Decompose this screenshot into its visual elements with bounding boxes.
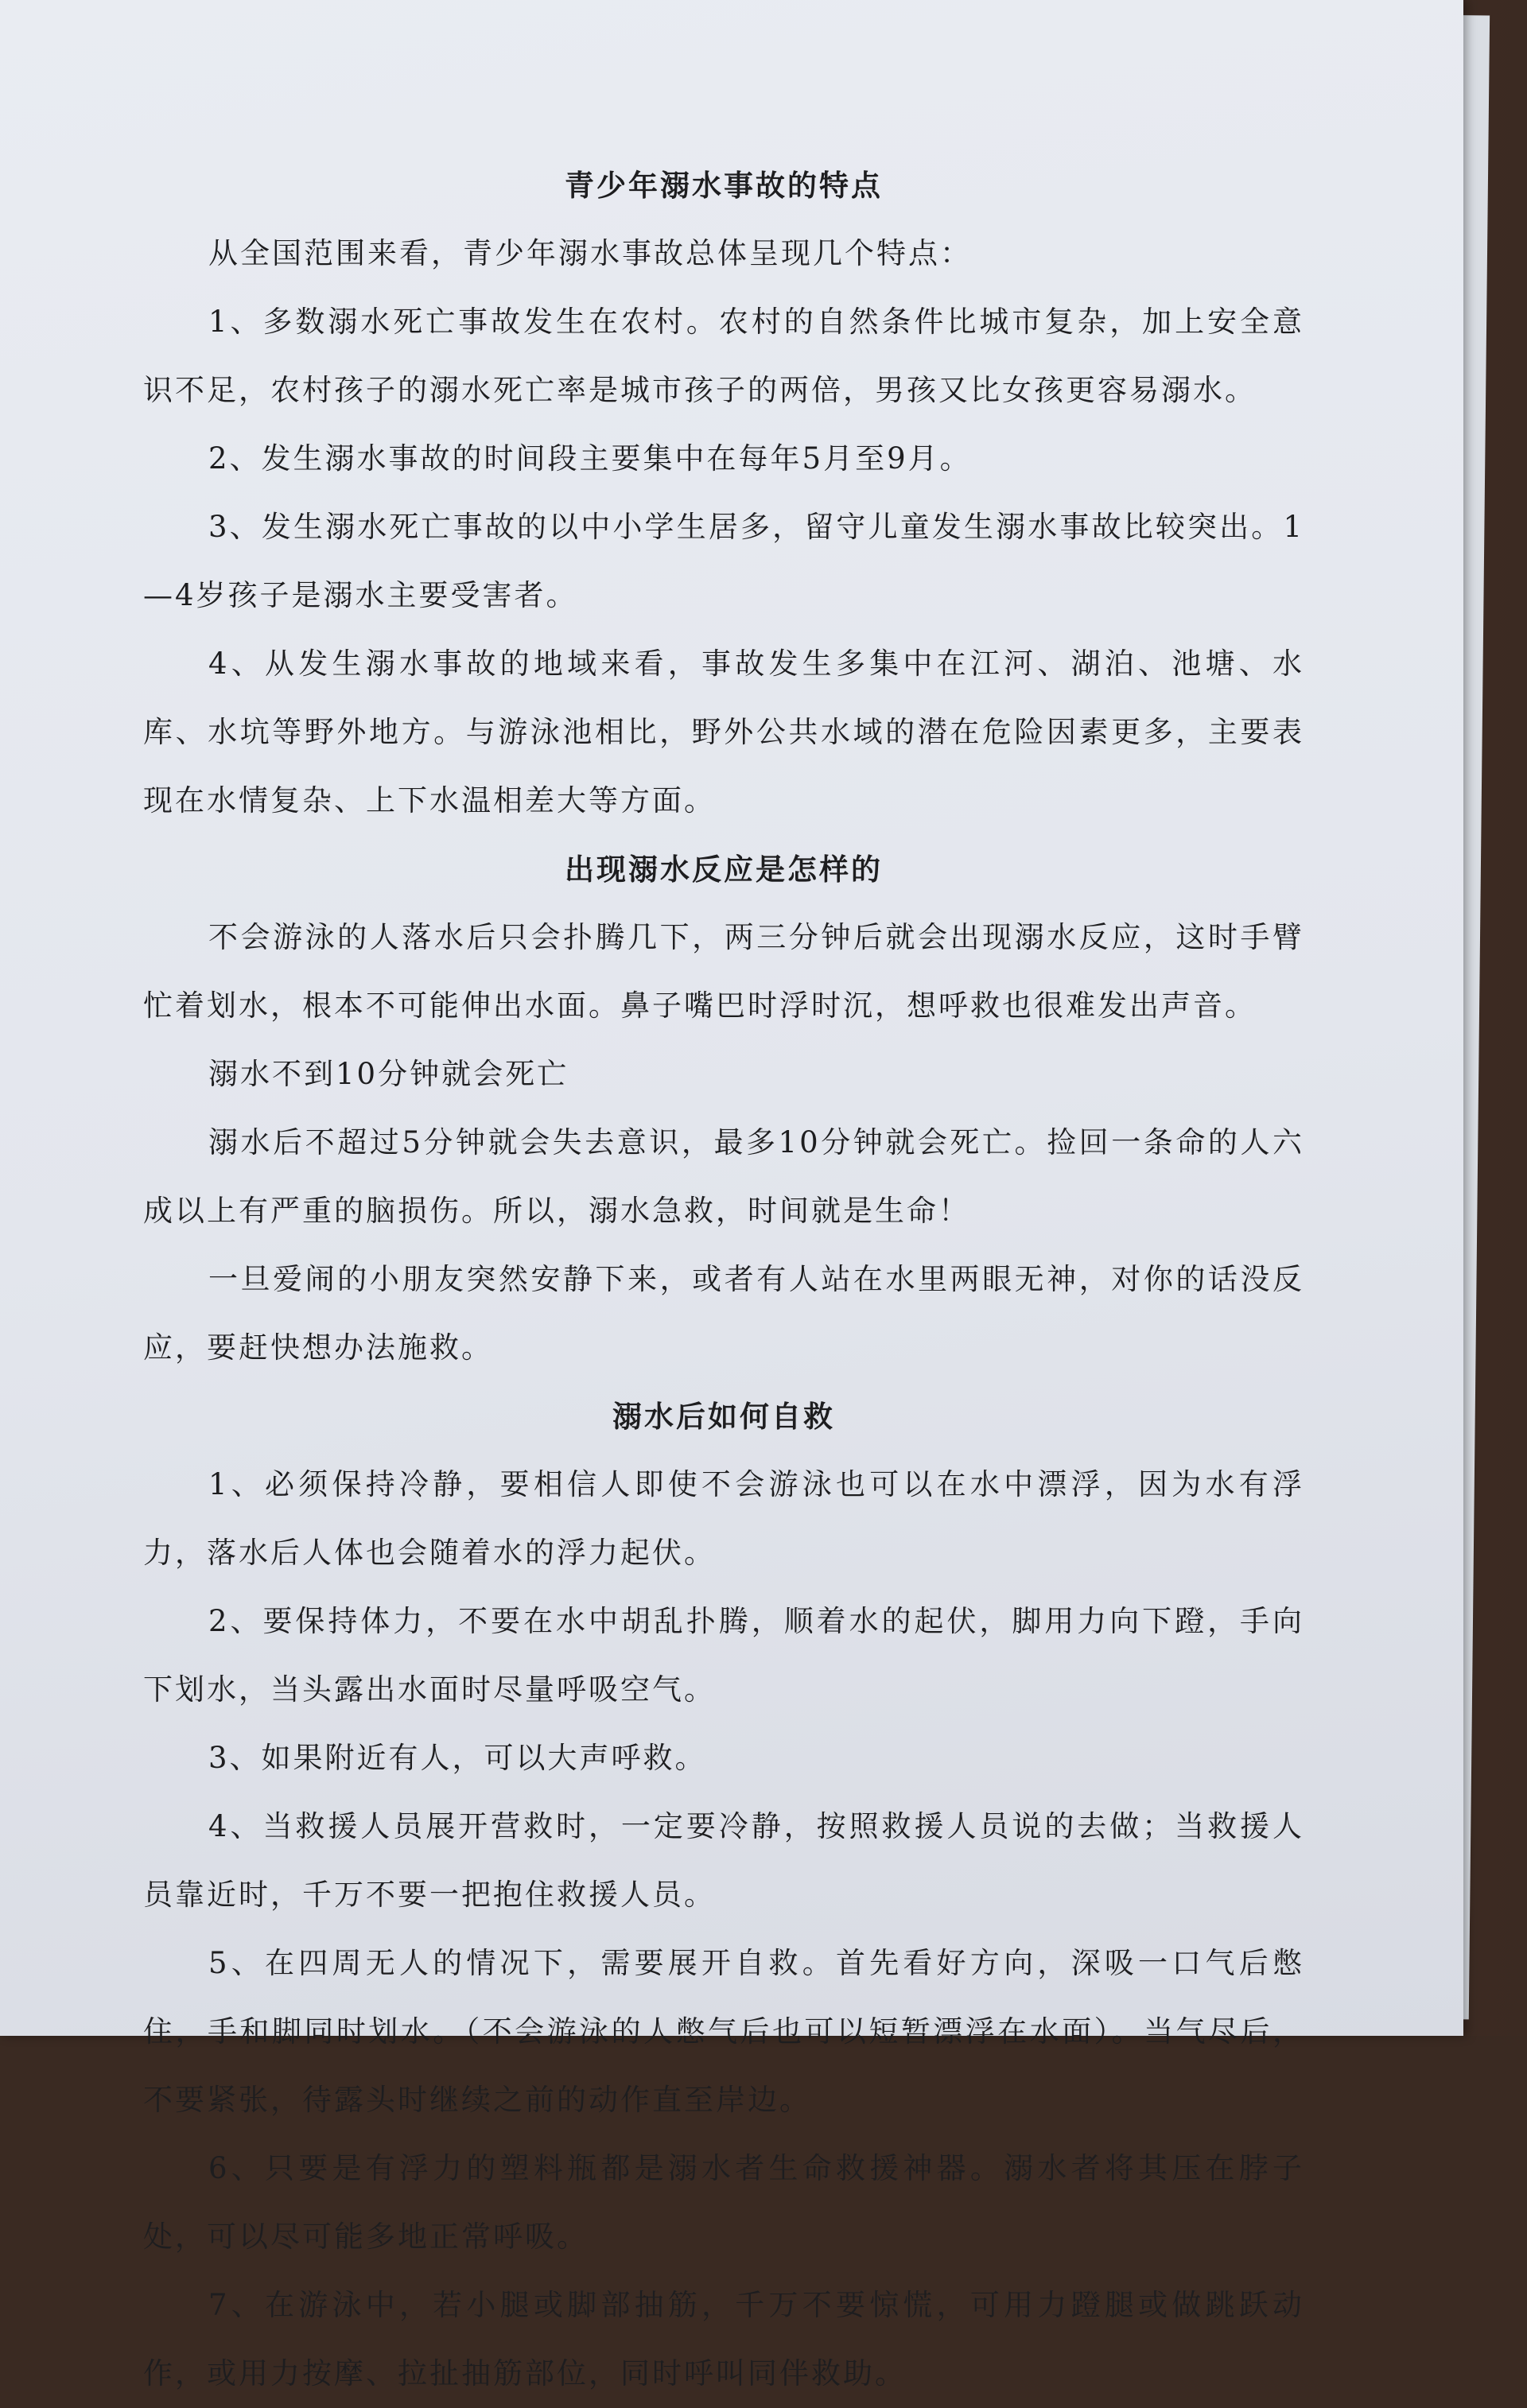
section-title-self-rescue: 溺水后如何自救 [612, 1399, 835, 1434]
paragraph: 1、必须保持冷静，要相信人即使不会游泳也可以在水中漂浮，因为水有浮力，落水后人体也会随着水的浮力起伏。 [143, 1467, 1304, 1570]
paragraph: 6、只要是有浮力的塑料瓶都是溺水者生命救援神器。溺水者将其压在脖子处，可以尽可能多地正常呼吸。 [143, 2151, 1304, 2254]
paragraph: 2、要保持体力，不要在水中胡乱扑腾，顺着水的起伏，脚用力向下蹬，手向下划水，当头露出水面时尽量呼吸空气。 [143, 1604, 1304, 1707]
section-title-characteristics: 青少年溺水事故的特点 [565, 168, 883, 203]
document-content [143, 151, 1304, 2408]
paragraph: 1、多数溺水死亡事故发生在农村。农村的自然条件比城市复杂，加上安全意识不足，农村孩子的溺水死亡率是城市孩子的两倍，男孩又比女孩更容易溺水。 [143, 305, 1304, 407]
paragraph: 3、发生溺水死亡事故的以中小学生居多，留守儿童发生溺水事故比较突出。1—4岁孩子是溺水主要受害者。 [143, 510, 1304, 612]
paragraph: 2、发生溺水事故的时间段主要集中在每年5月至9月。 [208, 441, 972, 476]
paragraph: 5、在四周无人的情况下，需要展开自救。首先看好方向，深吸一口气后憋住，手和脚同时划水。（不会游泳的人憋气后也可以短暂漂浮在水面）。当气尽后，不要紧张，待露头时继续之前的动作直至岸边。 [143, 1946, 1304, 2117]
paragraph: 溺水不到10分钟就会死亡 [208, 1057, 569, 1091]
paragraph: 从全国范围来看，青少年溺水事故总体呈现几个特点： [208, 236, 972, 270]
paragraph: 4、从发生溺水事故的地域来看，事故发生多集中在江河、湖泊、池塘、水库、水坑等野外地方。与游泳池相比，野外公共水域的潜在危险因素更多，主要表现在水情复杂、上下水温相差大等方面。 [143, 647, 1304, 818]
paragraph: 7、在游泳中，若小腿或脚部抽筋，千万不要惊慌，可用力蹬腿或做跳跃动作，或用力按摩、拉扯抽筋部位，同时呼叫同伴救助。 [143, 2288, 1304, 2391]
paragraph: 溺水后不超过5分钟就会失去意识，最多10分钟就会死亡。捡回一条命的人六成以上有严重的脑损伤。所以，溺水急救，时间就是生命！ [143, 1125, 1304, 1228]
paragraph: 不会游泳的人落水后只会扑腾几下，两三分钟后就会出现溺水反应，这时手臂忙着划水，根本不可能伸出水面。鼻子嘴巴时浮时沉，想呼救也很难发出声音。 [143, 920, 1304, 1023]
paragraph: 3、如果附近有人，可以大声呼救。 [208, 1741, 707, 1775]
section-title-drowning-reaction: 出现溺水反应是怎样的 [565, 852, 883, 887]
paragraph: 一旦爱闹的小朋友突然安静下来，或者有人站在水里两眼无神，对你的话没反应，要赶快想办法施救。 [143, 1262, 1304, 1365]
paragraph: 4、当救援人员展开营救时，一定要冷静，按照救援人员说的去做；当救援人员靠近时，千万不要一把抱住救援人员。 [143, 1809, 1304, 1912]
